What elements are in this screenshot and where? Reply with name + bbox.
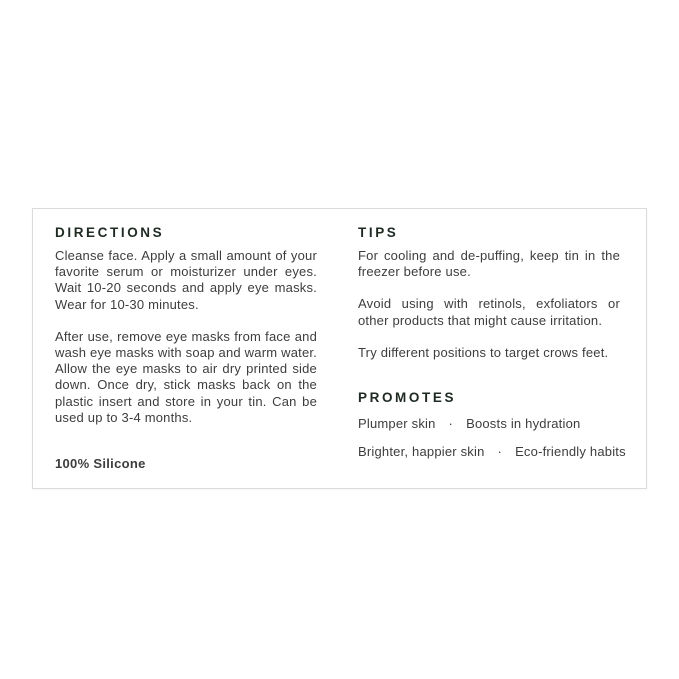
- tips-column: [358, 224, 626, 470]
- tips-paragraph-2: Avoid using with retinols, exfoliators or other products that might cause irritation.: [358, 296, 620, 328]
- promotes-heading: PROMOTES: [358, 390, 457, 406]
- directions-column: [55, 224, 317, 470]
- promote-item: Boosts in hydration: [466, 416, 581, 432]
- promote-item: Eco-friendly habits: [515, 444, 626, 460]
- promotes-row: [358, 416, 620, 432]
- promote-item: Plumper skin: [358, 416, 436, 432]
- tips-paragraph-1: For cooling and de-puffing, keep tin in the freezer before use.: [358, 248, 620, 280]
- tips-paragraph-3: Try different positions to target crows feet.: [358, 344, 609, 360]
- dot-separator: ·: [448, 416, 454, 432]
- promotes-row: [358, 444, 626, 460]
- product-label-card: [32, 208, 647, 489]
- directions-paragraph-2: After use, remove eye masks from face and wash eye masks with soap and warm water. Allow the eye masks to air dry printed side down. Once dry, stick masks back on the plastic insert and store in your tin. Can be used up to 3-4 months.: [55, 328, 317, 425]
- promote-item: Brighter, happier skin: [358, 444, 485, 460]
- directions-heading: DIRECTIONS: [55, 225, 165, 240]
- dot-separator: ·: [497, 444, 503, 460]
- material-note: 100% Silicone: [55, 456, 146, 472]
- directions-paragraph-1: Cleanse face. Apply a small amount of your favorite serum or moisturizer under eyes. Wait 10-20 seconds and apply eye masks. Wear for 10-30 minutes.: [55, 248, 317, 312]
- tips-heading: TIPS: [358, 225, 399, 240]
